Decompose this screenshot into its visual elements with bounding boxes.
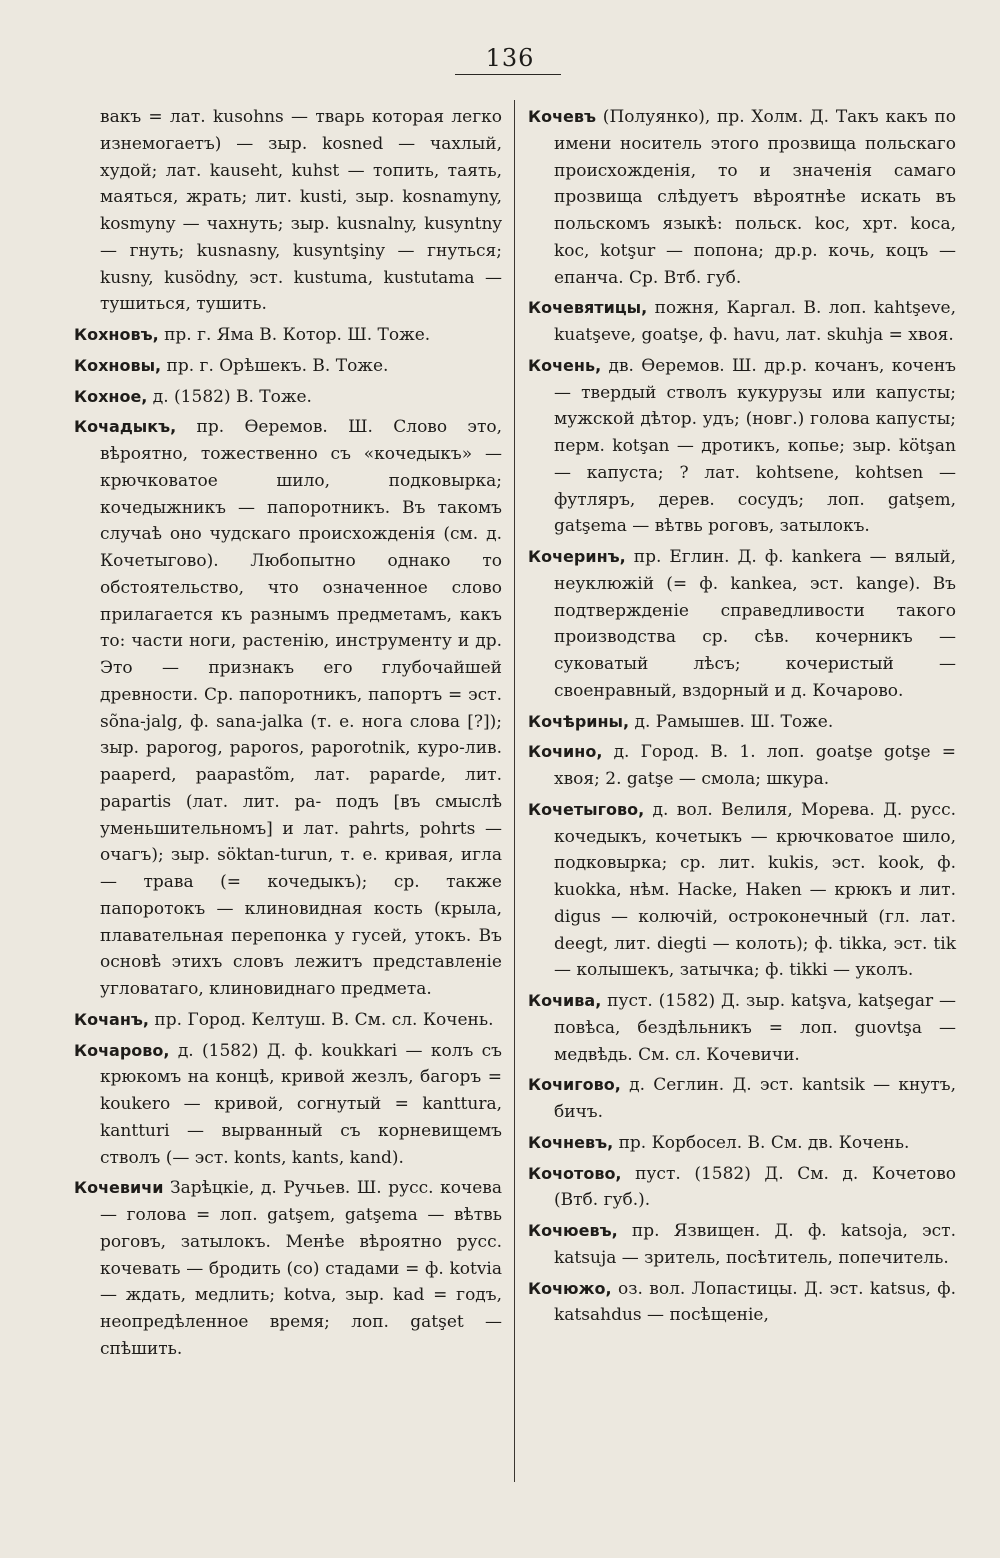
entry-text: Зарѣцкіе, д. Ручьев. Ш. русс. кочева — голова = лоп. gatşem, gatşema — вѣтвь роговъ, затылокъ. Менѣе вѣроятно русс. кочевать — бродить (со) стадами = ф. kotvia — ждать, медлить; kotva, зыр. kad = годъ, неопредѣленное время; лоп. gatşet — спѣшить. xyxy=(100,1178,502,1359)
entry-headword: Кочива, xyxy=(528,991,602,1010)
dictionary-entry xyxy=(74,104,502,318)
entry-text: д. (1582) Д. ф. koukkari — колъ съ крюкомъ на концѣ, кривой жезлъ, багоръ = koukero — кривой, согнутый = kanttura, kantturi — вырванный съ корневищемъ стволъ (— эст. konts, kants, kand). xyxy=(100,1040,502,1168)
dictionary-entry xyxy=(528,709,956,736)
entry-text: (Полуянко), пр. Холм. Д. Такъ какъ по имени носитель этого прозвища польскаго происхожденія, то и значенія самаго прозвища слѣдуетъ вѣроятнѣе искать въ польскомъ языкѣ: польск. koc, хрт. koca, koc, kotşur — попона; др.р. кочь, коцъ — епанча. Ср. Втб. губ. xyxy=(554,107,956,288)
entry-text: пр. Город. Келтуш. В. См. сл. Кочень. xyxy=(149,1009,494,1030)
dictionary-entry xyxy=(528,797,956,984)
entry-headword: Кочино, xyxy=(528,742,603,762)
dictionary-entry xyxy=(74,1038,502,1172)
entry-text: пожня, Каргал. В. лоп. kahtşeve, kuatşeve, goatşe, ф. havu, лат. skuhja = хвоя. xyxy=(554,298,956,345)
entry-headword: Кочотово, xyxy=(528,1163,622,1183)
right-column xyxy=(528,104,956,1333)
entry-text: пр. г. Орѣшекъ. В. Тоже. xyxy=(161,355,389,376)
entry-text: пр. г. Яма В. Котор. Ш. Тоже. xyxy=(158,325,431,345)
dictionary-entry xyxy=(528,1072,956,1126)
dictionary-entry xyxy=(528,1218,956,1272)
dictionary-entry xyxy=(528,739,956,793)
dictionary-entry xyxy=(74,384,502,411)
entry-text: д. Сеглин. Д. эст. kantsik — кнутъ, бичъ. xyxy=(554,1075,956,1122)
entry-headword: Кочюевъ, xyxy=(528,1221,618,1240)
entry-text: пр. Өеремов. Ш. Слово это, вѣроятно, тожественно съ «кочедыкъ» — крючковатое шило, подковырка; кочедыжникъ — папоротникъ. Въ такомъ случаѣ оно чудскаго происхожденія (см. д. Кочетыгово). Любопытно однако то обстоятельство, что означенное слово прилагается къ разнымъ предметамъ, какъ то: части ноги, растенію, инструменту и др. Это — признакъ его глубочайшей древности. Ср. папоротникъ, папортъ = эст. sõna-jalg, ф. sana-jalka (т. е. нога слова [?]); зыр. paporog, paporos, paporotnik, куро-лив. paaperd, paapastõm, лат. paparde, лит. papartis (лат. лит. pa- подъ [въ смыслѣ уменьшительномъ] и лат. pahrts, pohrts — очагъ); зыр. söktan-turun, т. е. кривая, игла — трава (= кочедыкъ); ср. также папоротокъ — клиновидная кость (крыла, плавательная перепонка у гусей, утокъ. Въ основѣ этихъ словъ лежитъ представленіе угловатаго, клиновиднаго предмета. xyxy=(100,417,502,999)
entry-headword: Кочевичи xyxy=(74,1178,164,1198)
dictionary-entry xyxy=(74,414,502,1003)
entry-text: пр. Еглин. Д. ф. kankera — вялый, неуклюжій (= ф. kankea, эст. kange). Въ подтвержденіе справедливости такого производства ср. сѣв. кочерникъ — суковатый лѣсъ; кочеристый — своенравный, вздорный и д. Кочарово. xyxy=(554,547,956,701)
dictionary-entry xyxy=(74,322,502,349)
entry-text: д. Город. В. 1. лоп. goatşe gotşe = хвоя; 2. gatşe — смола; шкура. xyxy=(554,742,956,789)
dictionary-entry xyxy=(528,1130,956,1157)
left-column xyxy=(74,104,502,1367)
entry-text: оз. вол. Лопастицы. Д. эст. katsus, ф. katsahdus — посѣщеніе, xyxy=(554,1278,956,1326)
entry-text: д. Рамышев. Ш. Тоже. xyxy=(629,711,834,732)
entry-headword: Кочневъ, xyxy=(528,1132,614,1152)
dictionary-entry xyxy=(74,1007,502,1034)
entry-text: пр. Корбосел. В. См. дв. Кочень. xyxy=(613,1132,910,1153)
dictionary-entry xyxy=(528,353,956,540)
entry-text: пр. Язвищен. Д. ф. katsoja, эст. katsuja — зритель, посѣтитель, попечитель. xyxy=(554,1221,956,1268)
dictionary-entry xyxy=(528,1276,956,1330)
dictionary-entry xyxy=(528,295,956,349)
dictionary-entry xyxy=(528,544,956,705)
column-divider xyxy=(514,100,515,1482)
entry-headword: Кочигово, xyxy=(528,1075,621,1095)
entry-headword: Кочанъ, xyxy=(74,1009,150,1029)
entry-headword: Кочѣрины, xyxy=(528,711,630,731)
dictionary-entry xyxy=(74,353,502,380)
entry-text: д. вол. Велиля, Морева. Д. русс. кочедыкъ, кочетыкъ — крючковатое шило, подковырка; ср. лит. kukis, эст. kook, ф. kuokka, нѣм. Hacke, Haken — крюкъ и лит. digus — колючій, остроконечный (гл. лат. deegt, лит. diegti — колоть); ф. tikka, эст. tik — колышекъ, затычка; ф. tikki — уколъ. xyxy=(554,799,956,981)
entry-headword: Кохное, xyxy=(74,386,148,406)
dictionary-entry xyxy=(74,1175,502,1362)
entry-headword: Кочадыкъ, xyxy=(74,417,177,437)
entry-text: д. (1582) В. Тоже. xyxy=(147,386,312,407)
entry-headword: Кочеринъ, xyxy=(528,547,626,566)
header-rule xyxy=(455,74,561,75)
entry-headword: Кочевъ xyxy=(528,107,597,126)
entry-headword: Кочень, xyxy=(528,355,602,375)
entry-text: пуст. (1582) Д. зыр. katşva, katşegar — повѣса, бездѣльникъ = лоп. guovtşa — медвѣдь. См. сл. Кочевичи. xyxy=(554,991,956,1065)
dictionary-entry xyxy=(528,1161,956,1215)
entry-text: вакъ = лат. kusohns — тварь которая легко изнемогаетъ) — зыр. kosned — чахлый, худой; лат. kauseht, kuhst — топить, таять, маяться, жрать; лит. kusti, зыр. kosnamyny, kosmyny — чахнуть; зыр. kusnalny, kusyntny — гнуть; kusnasny, kusyntşiny — гнуться; kusny, kusödny, эст. kustuma, kustutama — тушиться, тушить. xyxy=(100,107,502,315)
entry-headword: Кочюжо, xyxy=(528,1278,612,1298)
entry-headword: Кохновъ, xyxy=(74,325,159,344)
page-number: 136 xyxy=(485,44,535,72)
entry-headword: Кохновы, xyxy=(74,355,162,375)
dictionary-entry xyxy=(528,104,956,291)
dictionary-entry xyxy=(528,988,956,1068)
entry-text: пуст. (1582) Д. См. д. Кочетово (Втб. губ.). xyxy=(554,1163,956,1211)
entry-headword: Кочевятицы, xyxy=(528,298,648,318)
entry-text: дв. Өеремов. Ш. др.р. кочанъ, коченъ — твердый стволъ кукурузы или капусты; мужской дѣтор. удъ; (новг.) голова капусты; перм. kotşan — дротикъ, копье; зыр. kötşan — капуста; ? лат. kohtsene, kohtsen — футляръ, дерев. сосудъ; лоп. gatşem, gatşema — вѣтвь роговъ, затылокъ. xyxy=(554,355,956,537)
entry-headword: Кочетыгово, xyxy=(528,799,645,819)
entry-headword: Кочарово, xyxy=(74,1040,170,1060)
